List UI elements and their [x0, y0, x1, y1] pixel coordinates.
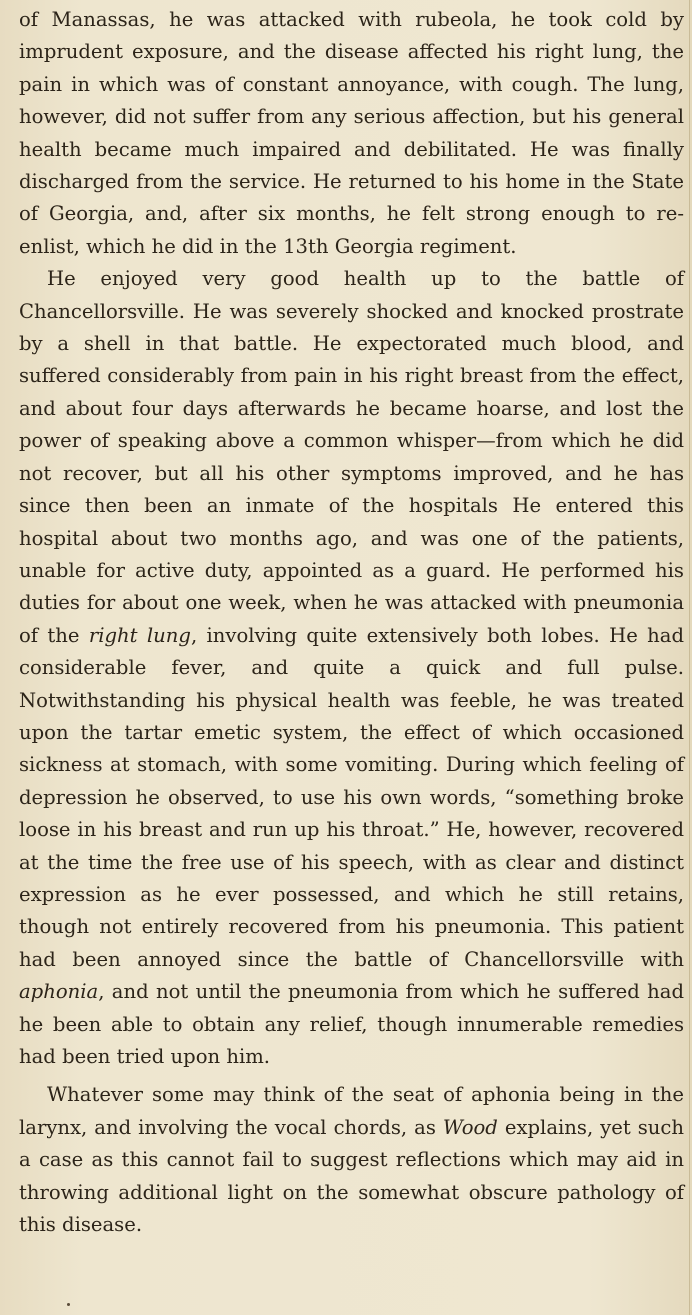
page-edge-line [689, 0, 690, 1315]
paragraph-2-text-c: , and not until the pneumonia from which he suffered had he been able to obtain any relief, though innumerable remedies had been tried upon him. [19, 980, 684, 1068]
italic-aphonia: aphonia [19, 980, 99, 1004]
paragraph-2 [19, 263, 684, 1073]
italic-wood: Wood [442, 1115, 498, 1139]
paragraph-2-text-a: He enjoyed very good health up to the battle of Chancellorsville. He was severely shocked and knocked prostrate by a shell in that battle. He expectorated much blood, and suffered considerably from pain in his right breast from the effect, and about four days afterwards he became hoarse, and lost the power of speaking above a common whisper—from which he did not recover, but all his other symptoms improved, and he has since then been an inmate of the hospitals He entered this hospital about two months ago, and was one of the patients, unable for active duty, appointed as a guard. He performed his duties for about one week, when he was attacked with pneumonia of the [19, 267, 684, 647]
ink-speck [67, 1303, 70, 1306]
paragraph-1-text: of Manassas, he was attacked with rubeola, he took cold by imprudent exposure, and the disease affected his right lung, the pain in which was of constant annoyance, with cough. The lung, however, did not suffer from any serious affection, but his general health became much impaired and debilitated. He was finally discharged from the service. He returned to his home in the State of Georgia, and, after six months, he felt strong enough to re-enlist, which he did in the 13th Georgia regiment. [19, 8, 684, 258]
paragraph-3 [19, 1079, 684, 1241]
italic-right-lung: right lung [88, 623, 191, 647]
paragraph-2-text-b: , involving quite extensively both lobes. He had considerable fever, and quite a quick and full pulse. Notwithstanding his physical health was feeble, he was treated upon the tartar emetic system, the effect of which occasioned sickness at stomach, with some vomiting. During which feeling of depression he observed, to use his own words, “something broke loose in his breast and run up his throat.” He, however, recovered at the time the free use of his speech, with as clear and distinct expression as he ever possessed, and which he still retains, though not entirely recovered from his pneumonia. This patient had been annoyed since the battle of Chancellorsville with [19, 623, 684, 971]
paragraph-3-text-a: Whatever some may think of the seat of aphonia being in the larynx, and involving the vocal chords, as [19, 1083, 684, 1139]
paragraph-3-text-b: explains, yet such a case as this cannot fail to suggest reflections which may aid in throwing additional light on the somewhat obscure pathology of this disease. [19, 1115, 684, 1237]
paragraph-1 [19, 4, 684, 263]
